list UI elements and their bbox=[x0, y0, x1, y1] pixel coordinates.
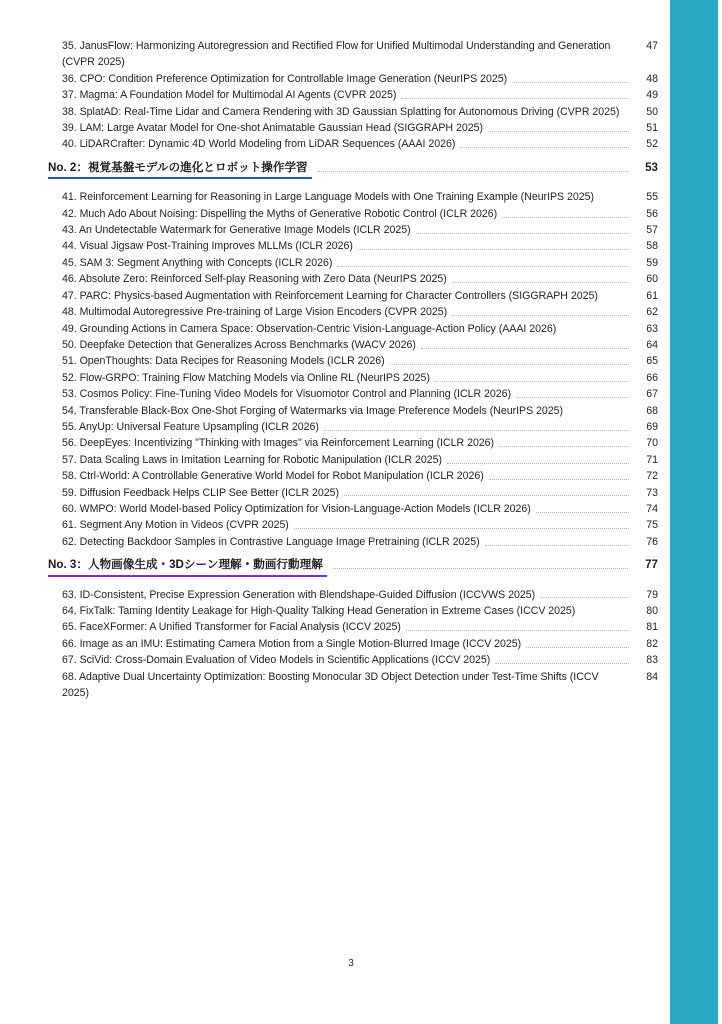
leader-dots bbox=[447, 452, 629, 468]
section-header-no2[interactable] bbox=[48, 160, 658, 179]
toc-entry-title: 40. LiDARCrafter: Dynamic 4D World Modeling from LiDAR Sequences (AAAI 2026) bbox=[62, 138, 456, 151]
leader-dots bbox=[401, 87, 629, 103]
toc-entry-page: 68 bbox=[646, 404, 658, 417]
leader-dots bbox=[358, 238, 629, 254]
toc-entry-title: 64. FixTalk: Taming Identity Leakage for High-Quality Talking Head Generation in Extreme Cases (ICCV 2025) bbox=[62, 605, 576, 617]
toc-entry-page: 81 bbox=[646, 621, 658, 634]
section-header-no2-label: No. 2：視覚基盤モデルの進化とロボット操作学習 bbox=[48, 160, 308, 174]
toc-entry-title: 47. PARC: Physics-based Augmentation with Reinforcement Learning for Character Controllers (SIGGRAPH 2025) bbox=[62, 289, 598, 302]
toc-entry[interactable] bbox=[48, 587, 658, 603]
toc-entry-page: 66 bbox=[646, 371, 658, 384]
toc-entry[interactable] bbox=[48, 419, 658, 435]
toc-entry[interactable] bbox=[48, 603, 658, 619]
section-header-no2-underline bbox=[48, 177, 312, 179]
leader-dots bbox=[624, 104, 629, 120]
toc-entry-page: 84 bbox=[646, 670, 658, 683]
toc-entry[interactable] bbox=[48, 452, 658, 468]
toc-entry[interactable] bbox=[48, 304, 658, 320]
toc-entry-title: 46. Absolute Zero: Reinforced Self-play Reasoning with Zero Data (NeurIPS 2025) bbox=[62, 273, 447, 286]
toc-entry[interactable] bbox=[48, 517, 658, 533]
toc-entry-title: 44. Visual Jigsaw Post-Training Improves MLLMs (ICLR 2026) bbox=[62, 240, 353, 253]
toc-entry-page: 62 bbox=[646, 306, 658, 319]
toc-entry[interactable] bbox=[48, 120, 658, 136]
leader-dots bbox=[488, 120, 629, 136]
leader-dots bbox=[516, 386, 629, 402]
toc-entry-page: 49 bbox=[646, 89, 658, 102]
page-accent-bar bbox=[670, 0, 718, 1024]
toc-entry[interactable] bbox=[48, 238, 658, 254]
toc-entry-title: 53. Cosmos Policy: Fine-Tuning Video Models for Visuomotor Control and Planning (ICLR 2026) bbox=[62, 388, 512, 401]
leader-dots bbox=[625, 38, 629, 54]
leader-dots bbox=[561, 321, 629, 337]
toc-entry-title: 45. SAM 3: Segment Anything with Concepts (ICLR 2026) bbox=[62, 256, 333, 269]
toc-entry[interactable] bbox=[48, 288, 658, 304]
toc-entry-page: 65 bbox=[646, 355, 658, 368]
leader-dots bbox=[485, 534, 629, 550]
leader-dots bbox=[421, 337, 629, 353]
toc-entry-page: 57 bbox=[646, 224, 658, 237]
leader-dots bbox=[580, 603, 629, 619]
toc-group-2 bbox=[48, 189, 658, 550]
toc-entry[interactable] bbox=[48, 501, 658, 517]
toc-entry-page: 56 bbox=[646, 207, 658, 220]
leader-dots bbox=[536, 501, 629, 517]
toc-entry-title: 62. Detecting Backdoor Samples in Contrastive Language Image Pretraining (ICLR 2025) bbox=[62, 535, 480, 548]
toc-entry-page: 58 bbox=[646, 240, 658, 253]
toc-entry-page: 76 bbox=[646, 535, 658, 548]
toc-group-3 bbox=[48, 587, 658, 702]
toc-entry-page: 60 bbox=[646, 273, 658, 286]
toc-entry[interactable] bbox=[48, 636, 658, 652]
toc-entry-page: 71 bbox=[646, 453, 658, 466]
toc-group-1 bbox=[48, 38, 658, 153]
toc-entry[interactable] bbox=[48, 222, 658, 238]
leader-dots bbox=[603, 288, 629, 304]
toc-entry-title: 60. WMPO: World Model-based Policy Optimization for Vision-Language-Action Models (ICLR 2026) bbox=[62, 502, 531, 515]
toc-entry[interactable] bbox=[48, 370, 658, 386]
leader-dots bbox=[568, 403, 629, 419]
leader-dots bbox=[452, 304, 629, 320]
leader-dots bbox=[416, 222, 629, 238]
toc-entry-title: 58. Ctrl-World: A Controllable Generative World Model for Robot Manipulation (ICLR 2026) bbox=[62, 470, 484, 483]
leader-dots bbox=[460, 136, 629, 152]
leader-dots bbox=[406, 619, 629, 635]
toc-entry-page: 75 bbox=[646, 519, 658, 532]
toc-entry-page: 72 bbox=[646, 470, 658, 483]
leader-dots bbox=[344, 485, 629, 501]
section-header-no2-page: 53 bbox=[645, 160, 658, 174]
toc-entry[interactable] bbox=[48, 189, 658, 205]
section-header-no3-label: No. 3：人物画像生成・3Dシーン理解・動画行動理解 bbox=[48, 558, 323, 572]
toc-entry-title: 63. ID-Consistent, Precise Expression Generation with Blendshape-Guided Diffusion (ICCVWS 2025) bbox=[62, 588, 536, 601]
toc-entry[interactable] bbox=[48, 353, 658, 369]
toc-entry-page: 79 bbox=[646, 588, 658, 601]
leader-dots bbox=[452, 271, 629, 287]
toc-entry-page: 51 bbox=[646, 122, 658, 135]
leader-dots bbox=[502, 206, 629, 222]
toc-entry-title: 37. Magma: A Foundation Model for Multimodal AI Agents (CVPR 2025) bbox=[62, 89, 397, 102]
toc-entry-title: 68. Adaptive Dual Uncertainty Optimization: Boosting Monocular 3D Object Detection under Test-Time Shifts (ICCV 2025) bbox=[62, 670, 599, 700]
toc-entry-title: 36. CPO: Condition Preference Optimization for Controllable Image Generation (NeurIPS 2025) bbox=[62, 72, 508, 85]
toc-entry-page: 64 bbox=[646, 338, 658, 351]
toc-entry-page: 61 bbox=[646, 289, 658, 302]
toc-entry-page: 74 bbox=[646, 502, 658, 515]
leader-dots bbox=[390, 353, 629, 369]
toc-entry[interactable] bbox=[48, 206, 658, 222]
toc-entry-title: 66. Image as an IMU: Estimating Camera Motion from a Single Motion-Blurred Image (ICCV 2025) bbox=[62, 637, 522, 650]
toc-entry[interactable] bbox=[48, 468, 658, 484]
toc-entry-page: 63 bbox=[646, 322, 658, 335]
section-header-no3-page: 77 bbox=[645, 558, 658, 572]
leader-dots bbox=[625, 669, 629, 685]
toc-entry-page: 55 bbox=[646, 191, 658, 204]
page-number-footer: 3 bbox=[348, 958, 354, 969]
toc-entry[interactable] bbox=[48, 435, 658, 451]
toc-entry[interactable] bbox=[48, 104, 658, 120]
leader-dots bbox=[294, 517, 629, 533]
toc-entry-title: 49. Grounding Actions in Camera Space: Observation-Centric Vision-Language-Action Policy (AAAI 2026) bbox=[62, 322, 557, 335]
toc-entry[interactable] bbox=[48, 255, 658, 271]
toc-entry-title: 35. JanusFlow: Harmonizing Autoregression and Rectified Flow for Unified Multimodal Understanding and Generation (CVPR 2025) bbox=[62, 40, 611, 69]
toc-entry-title: 67. SciVid: Cross-Domain Evaluation of Video Models in Scientific Applications (ICCV 2025) bbox=[62, 654, 491, 667]
toc-entry-page: 82 bbox=[646, 637, 658, 650]
toc-entry-page: 70 bbox=[646, 437, 658, 450]
toc-entry-page: 47 bbox=[646, 40, 658, 52]
table-of-contents bbox=[48, 38, 658, 701]
toc-entry-title: 52. Flow-GRPO: Training Flow Matching Models via Online RL (NeurIPS 2025) bbox=[62, 371, 430, 384]
toc-entry[interactable] bbox=[48, 87, 658, 103]
section-header-no2-title-wrap bbox=[48, 160, 312, 179]
leader-dots bbox=[489, 468, 629, 484]
toc-entry[interactable] bbox=[48, 386, 658, 402]
toc-entry-title: 48. Multimodal Autoregressive Pre-training of Large Vision Encoders (CVPR 2025) bbox=[62, 306, 448, 319]
leader-dots bbox=[318, 160, 628, 176]
toc-entry-title: 55. AnyUp: Universal Feature Upsampling (ICLR 2026) bbox=[62, 420, 319, 433]
toc-entry-title: 56. DeepEyes: Incentivizing "Thinking with Images" via Reinforcement Learning (ICLR 2026) bbox=[62, 437, 495, 450]
leader-dots bbox=[324, 419, 629, 435]
toc-entry-title: 38. SplatAD: Real-Time Lidar and Camera Rendering with 3D Gaussian Splatting for Autonomous Driving (CVPR 2025) bbox=[62, 105, 620, 118]
section-header-no3-underline bbox=[48, 575, 327, 577]
toc-entry[interactable] bbox=[48, 38, 658, 71]
toc-entry-title: 50. Deepfake Detection that Generalizes Across Benchmarks (WACV 2026) bbox=[62, 338, 416, 351]
toc-entry-page: 59 bbox=[646, 256, 658, 269]
leader-dots bbox=[512, 71, 629, 87]
toc-entry-page: 83 bbox=[646, 654, 658, 667]
toc-entry-title: 57. Data Scaling Laws in Imitation Learning for Robotic Manipulation (ICLR 2025) bbox=[62, 453, 442, 466]
section-header-no3[interactable] bbox=[48, 557, 658, 576]
toc-entry-page: 69 bbox=[646, 420, 658, 433]
toc-entry-page: 80 bbox=[646, 605, 658, 617]
toc-entry-title: 65. FaceXFormer: A Unified Transformer for Facial Analysis (ICCV 2025) bbox=[62, 621, 401, 634]
toc-entry-page: 50 bbox=[646, 105, 658, 118]
leader-dots bbox=[337, 255, 629, 271]
toc-entry-title: 41. Reinforcement Learning for Reasoning in Large Language Models with One Training Example (NeurIPS 2025) bbox=[62, 191, 595, 204]
leader-dots bbox=[599, 189, 629, 205]
toc-entry-title: 42. Much Ado About Noising: Dispelling the Myths of Generative Robotic Control (ICLR 2026) bbox=[62, 207, 498, 220]
toc-entry[interactable] bbox=[48, 71, 658, 87]
leader-dots bbox=[495, 652, 629, 668]
toc-entry-title: 54. Transferable Black-Box One-Shot Forging of Watermarks via Image Preference Models (NeurIPS 2025) bbox=[62, 404, 564, 417]
toc-entry[interactable] bbox=[48, 652, 658, 668]
toc-entry-title: 59. Diffusion Feedback Helps CLIP See Better (ICLR 2025) bbox=[62, 486, 340, 499]
leader-dots bbox=[526, 636, 629, 652]
toc-entry[interactable] bbox=[48, 337, 658, 353]
toc-entry-page: 52 bbox=[646, 138, 658, 151]
toc-entry-title: 43. An Undetectable Watermark for Generative Image Models (ICLR 2025) bbox=[62, 224, 411, 237]
leader-dots bbox=[435, 370, 629, 386]
toc-entry-page: 48 bbox=[646, 72, 658, 85]
toc-entry[interactable] bbox=[48, 485, 658, 501]
toc-entry[interactable] bbox=[48, 534, 658, 550]
toc-entry-page: 73 bbox=[646, 486, 658, 499]
toc-entry[interactable] bbox=[48, 321, 658, 337]
toc-entry-title: 39. LAM: Large Avatar Model for One-shot Animatable Gaussian Head (SIGGRAPH 2025) bbox=[62, 122, 483, 135]
leader-dots bbox=[540, 587, 629, 603]
toc-entry-title: 61. Segment Any Motion in Videos (CVPR 2025) bbox=[62, 519, 289, 532]
toc-entry-page: 67 bbox=[646, 388, 658, 401]
toc-entry[interactable] bbox=[48, 136, 658, 152]
leader-dots bbox=[499, 435, 629, 451]
toc-entry[interactable] bbox=[48, 669, 658, 702]
toc-entry[interactable] bbox=[48, 619, 658, 635]
toc-entry-title: 51. OpenThoughts: Data Recipes for Reasoning Models (ICLR 2026) bbox=[62, 355, 385, 368]
leader-dots bbox=[333, 557, 628, 573]
toc-entry[interactable] bbox=[48, 403, 658, 419]
section-header-no3-title-wrap bbox=[48, 557, 327, 576]
toc-entry[interactable] bbox=[48, 271, 658, 287]
